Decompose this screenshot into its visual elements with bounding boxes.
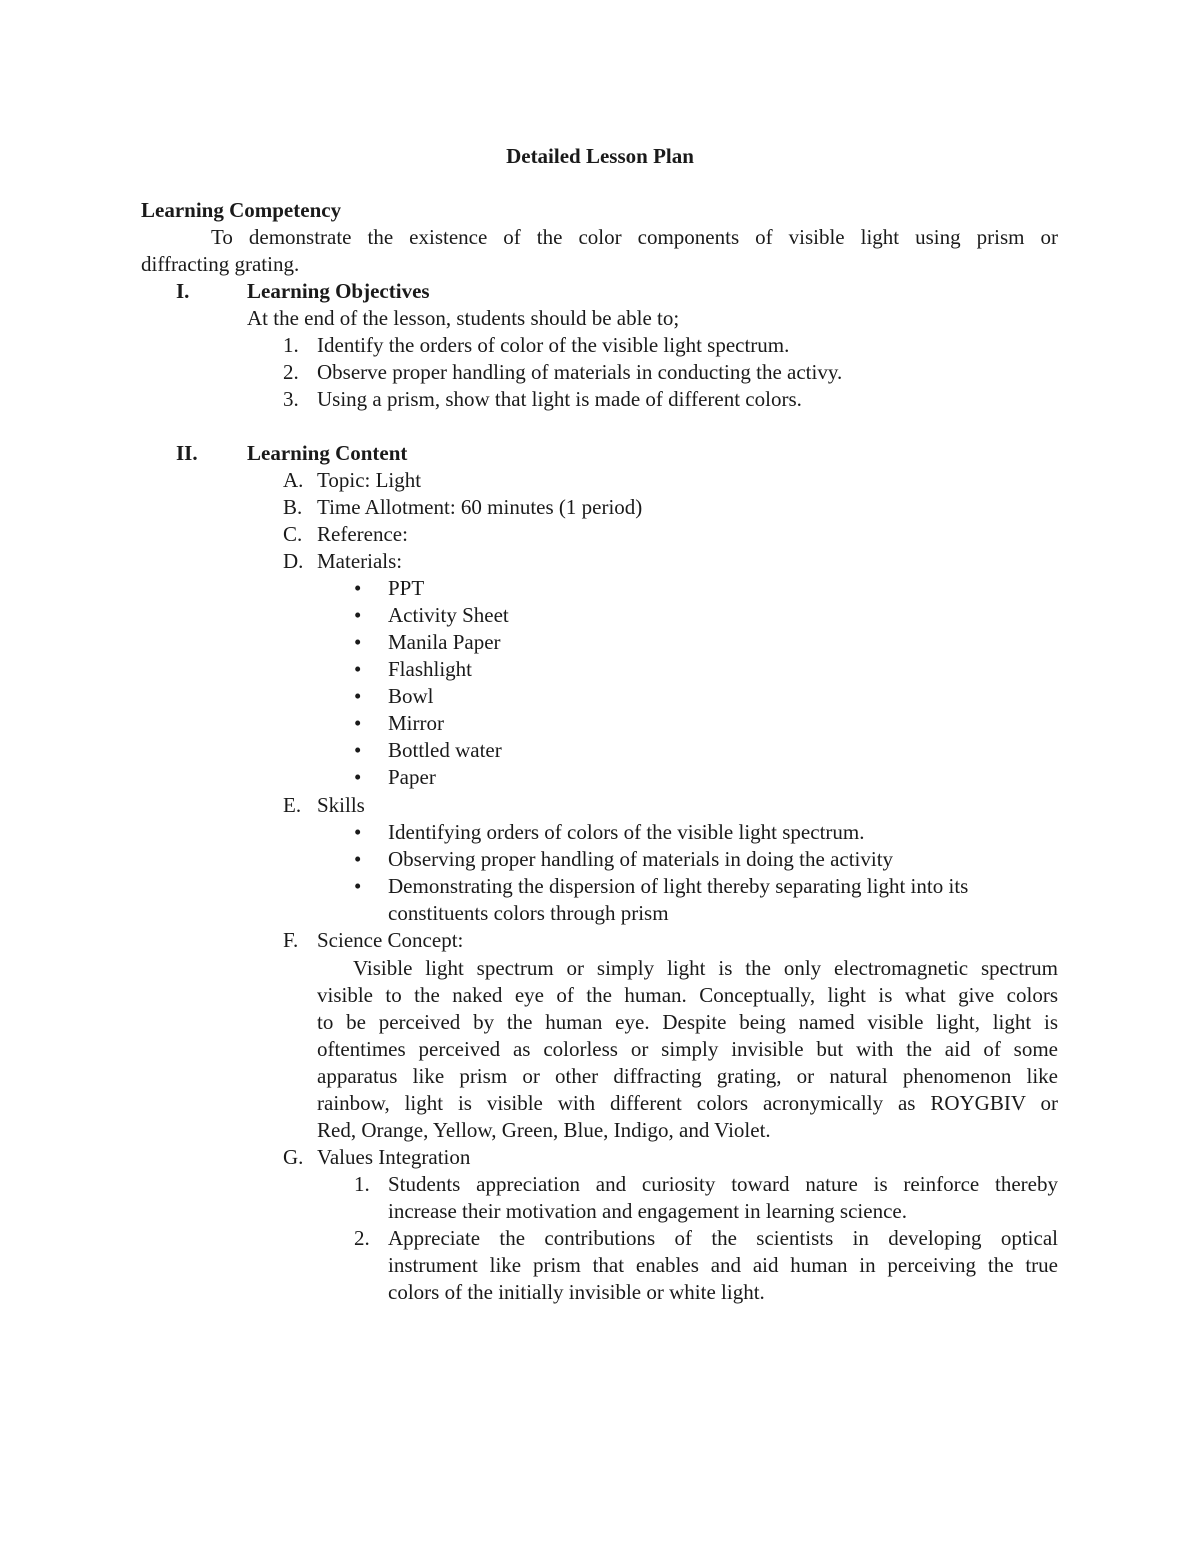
material-item: PPT xyxy=(388,576,425,600)
section-numeral-1: I. xyxy=(176,279,190,303)
objective-marker-1: 1. xyxy=(283,333,299,357)
content-time-allotment: Time Allotment: 60 minutes (1 period) xyxy=(317,495,643,519)
bullet: • xyxy=(354,874,362,898)
bullet: • xyxy=(354,765,362,789)
bullet: • xyxy=(354,684,362,708)
concept-line: Visible light spectrum or simply light is the only electromagnetic spectrum xyxy=(353,956,1058,980)
objective-item-3: Using a prism, show that light is made of different colors. xyxy=(317,387,802,411)
content-marker-f: F. xyxy=(283,928,299,952)
concept-line: to be perceived by the human eye. Despite being named visible light, light is xyxy=(317,1010,1058,1034)
values-item-1 xyxy=(388,1171,1058,1225)
bullet: • xyxy=(354,820,362,844)
skill-item: Identifying orders of colors of the visible light spectrum. xyxy=(388,820,865,844)
values-item-2-line: instrument like prism that enables and aid human in perceiving the true xyxy=(388,1253,1058,1277)
bullet: • xyxy=(354,657,362,681)
concept-line: Red, Orange, Yellow, Green, Blue, Indigo, and Violet. xyxy=(317,1118,771,1142)
competency-line-1: To demonstrate the existence of the color components of visible light using prism or xyxy=(211,225,1058,249)
concept-line: visible to the naked eye of the human. Conceptually, light is what give colors xyxy=(317,983,1058,1007)
concept-line: apparatus like prism or other diffracting grating, or natural phenomenon like xyxy=(317,1064,1058,1088)
values-item-1-line: Students appreciation and curiosity toward nature is reinforce thereby xyxy=(388,1172,1058,1196)
skill-item-continued: constituents colors through prism xyxy=(388,901,669,925)
material-item: Manila Paper xyxy=(388,630,501,654)
competency-heading: Learning Competency xyxy=(141,198,342,222)
science-concept-paragraph xyxy=(317,955,1058,1144)
content-marker-g: G. xyxy=(283,1145,304,1169)
content-materials-label: Materials: xyxy=(317,549,403,573)
bullet: • xyxy=(354,603,362,627)
values-item-2-line: colors of the initially invisible or white light. xyxy=(388,1280,765,1304)
content-marker-e: E. xyxy=(283,793,302,817)
objectives-heading: Learning Objectives xyxy=(247,279,430,303)
bullet: • xyxy=(354,576,362,600)
skill-item: Demonstrating the dispersion of light thereby separating light into its xyxy=(388,874,969,898)
bullet: • xyxy=(354,847,362,871)
bullet: • xyxy=(354,630,362,654)
material-item: Flashlight xyxy=(388,657,473,681)
content-values-label: Values Integration xyxy=(317,1145,471,1169)
content-marker-a: A. xyxy=(283,468,304,492)
values-item-2 xyxy=(388,1225,1058,1306)
content-skills-label: Skills xyxy=(317,793,365,817)
material-item: Mirror xyxy=(388,711,444,735)
objectives-intro: At the end of the lesson, students should be able to; xyxy=(247,306,680,330)
content-topic: Topic: Light xyxy=(317,468,422,492)
bullet: • xyxy=(354,711,362,735)
content-concept-label: Science Concept: xyxy=(317,928,464,952)
bullet: • xyxy=(354,738,362,762)
competency-text xyxy=(141,224,1058,278)
content-reference: Reference: xyxy=(317,522,408,546)
values-item-2-line: Appreciate the contributions of the scientists in developing optical xyxy=(388,1226,1058,1250)
section-numeral-2: II. xyxy=(176,441,198,465)
content-heading: Learning Content xyxy=(247,441,408,465)
objective-marker-3: 3. xyxy=(283,387,299,411)
objective-item-1: Identify the orders of color of the visible light spectrum. xyxy=(317,333,790,357)
values-marker-1: 1. xyxy=(354,1172,370,1196)
concept-line: rainbow, light is visible with different colors acronymically as ROYGBIV or xyxy=(317,1091,1058,1115)
content-marker-c: C. xyxy=(283,522,303,546)
material-item: Bowl xyxy=(388,684,434,708)
material-item: Bottled water xyxy=(388,738,502,762)
material-item: Paper xyxy=(388,765,436,789)
competency-line-2: diffracting grating. xyxy=(141,252,300,276)
content-marker-b: B. xyxy=(283,495,303,519)
skill-item: Observing proper handling of materials in doing the activity xyxy=(388,847,894,871)
content-marker-d: D. xyxy=(283,549,304,573)
page-title: Detailed Lesson Plan xyxy=(506,144,694,168)
concept-line: oftentimes perceived as colorless or simply invisible but with the aid of some xyxy=(317,1037,1058,1061)
objective-marker-2: 2. xyxy=(283,360,299,384)
values-marker-2: 2. xyxy=(354,1226,370,1250)
values-item-1-line: increase their motivation and engagement in learning science. xyxy=(388,1199,907,1223)
material-item: Activity Sheet xyxy=(388,603,509,627)
objective-item-2: Observe proper handling of materials in conducting the activy. xyxy=(317,360,843,384)
